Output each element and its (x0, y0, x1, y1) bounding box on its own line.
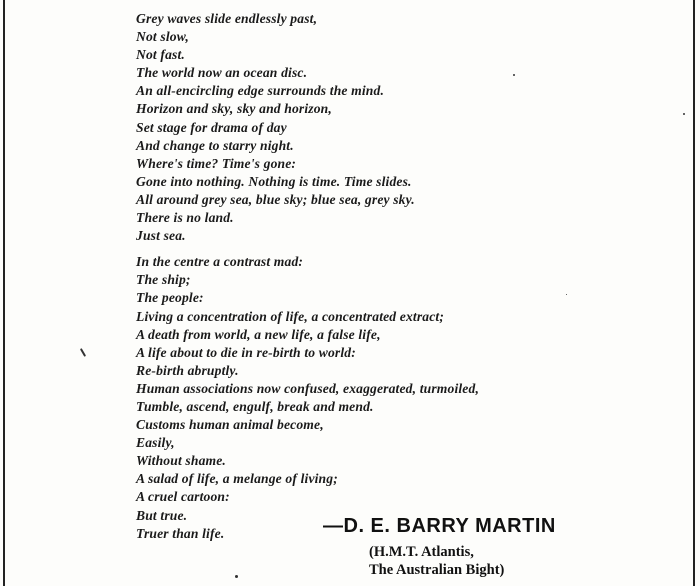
poem-line: There is no land. (136, 210, 234, 226)
poem-line: Not slow, (136, 29, 189, 45)
poem-line: A cruel cartoon: (136, 489, 230, 505)
poem-line: Re-birth abruptly. (136, 362, 239, 378)
poem-line: Without shame. (136, 453, 226, 469)
author-signature: —D. E. BARRY MARTIN (323, 515, 556, 537)
print-speck (683, 113, 685, 115)
poem-line: Set stage for drama of day (136, 119, 287, 135)
poem-line: Just sea. (136, 228, 186, 244)
poem-line: A life about to die in re-birth to world: (136, 344, 356, 360)
print-speck (235, 575, 238, 578)
right-column-rule (693, 0, 695, 586)
poem-line: And change to starry night. (136, 137, 294, 153)
author-location (369, 543, 504, 579)
location-line: The Australian Bight) (369, 562, 505, 578)
poem-line: A salad of life, a melange of living; (136, 471, 338, 487)
poem-line: Grey waves slide endlessly past, (136, 11, 318, 26)
poem-line: An all-encircling edge surrounds the mind. (136, 83, 385, 99)
poem-line: Customs human animal become, (136, 417, 324, 433)
print-speck (513, 74, 515, 76)
poem-line: Truer than life. (136, 525, 225, 541)
location-line: (H.M.T. Atlantis, (369, 544, 474, 560)
poem-line: Where's time? Time's gone: (136, 155, 297, 171)
poem-line: Not fast. (136, 47, 185, 63)
poem-line: In the centre a contrast mad: (136, 254, 304, 270)
poem-line: Easily, (136, 435, 175, 451)
print-speck (566, 294, 567, 295)
poem-line: All around grey sea, blue sky; blue sea, grey sky. (136, 191, 415, 207)
poem-line: A death from world, a new life, a false life, (136, 326, 381, 342)
poem-line: The world now an ocean disc. (136, 65, 308, 81)
poem-line: Tumble, ascend, engulf, break and mend. (136, 398, 374, 414)
poem-line: Gone into nothing. Nothing is time. Time slides. (136, 173, 412, 189)
stanza-break (136, 245, 479, 253)
print-speck (80, 348, 86, 357)
poem-line: But true. (136, 507, 188, 523)
poem-line: Human associations now confused, exaggerated, turmoiled, (136, 380, 479, 396)
left-column-rule (3, 0, 5, 586)
poem-body (136, 10, 479, 543)
poem-line: Living a concentration of life, a concentrated extract; (136, 308, 445, 324)
poem-line: The people: (136, 290, 204, 306)
poem-line: The ship; (136, 272, 191, 288)
poem-line: Horizon and sky, sky and horizon, (136, 101, 332, 117)
